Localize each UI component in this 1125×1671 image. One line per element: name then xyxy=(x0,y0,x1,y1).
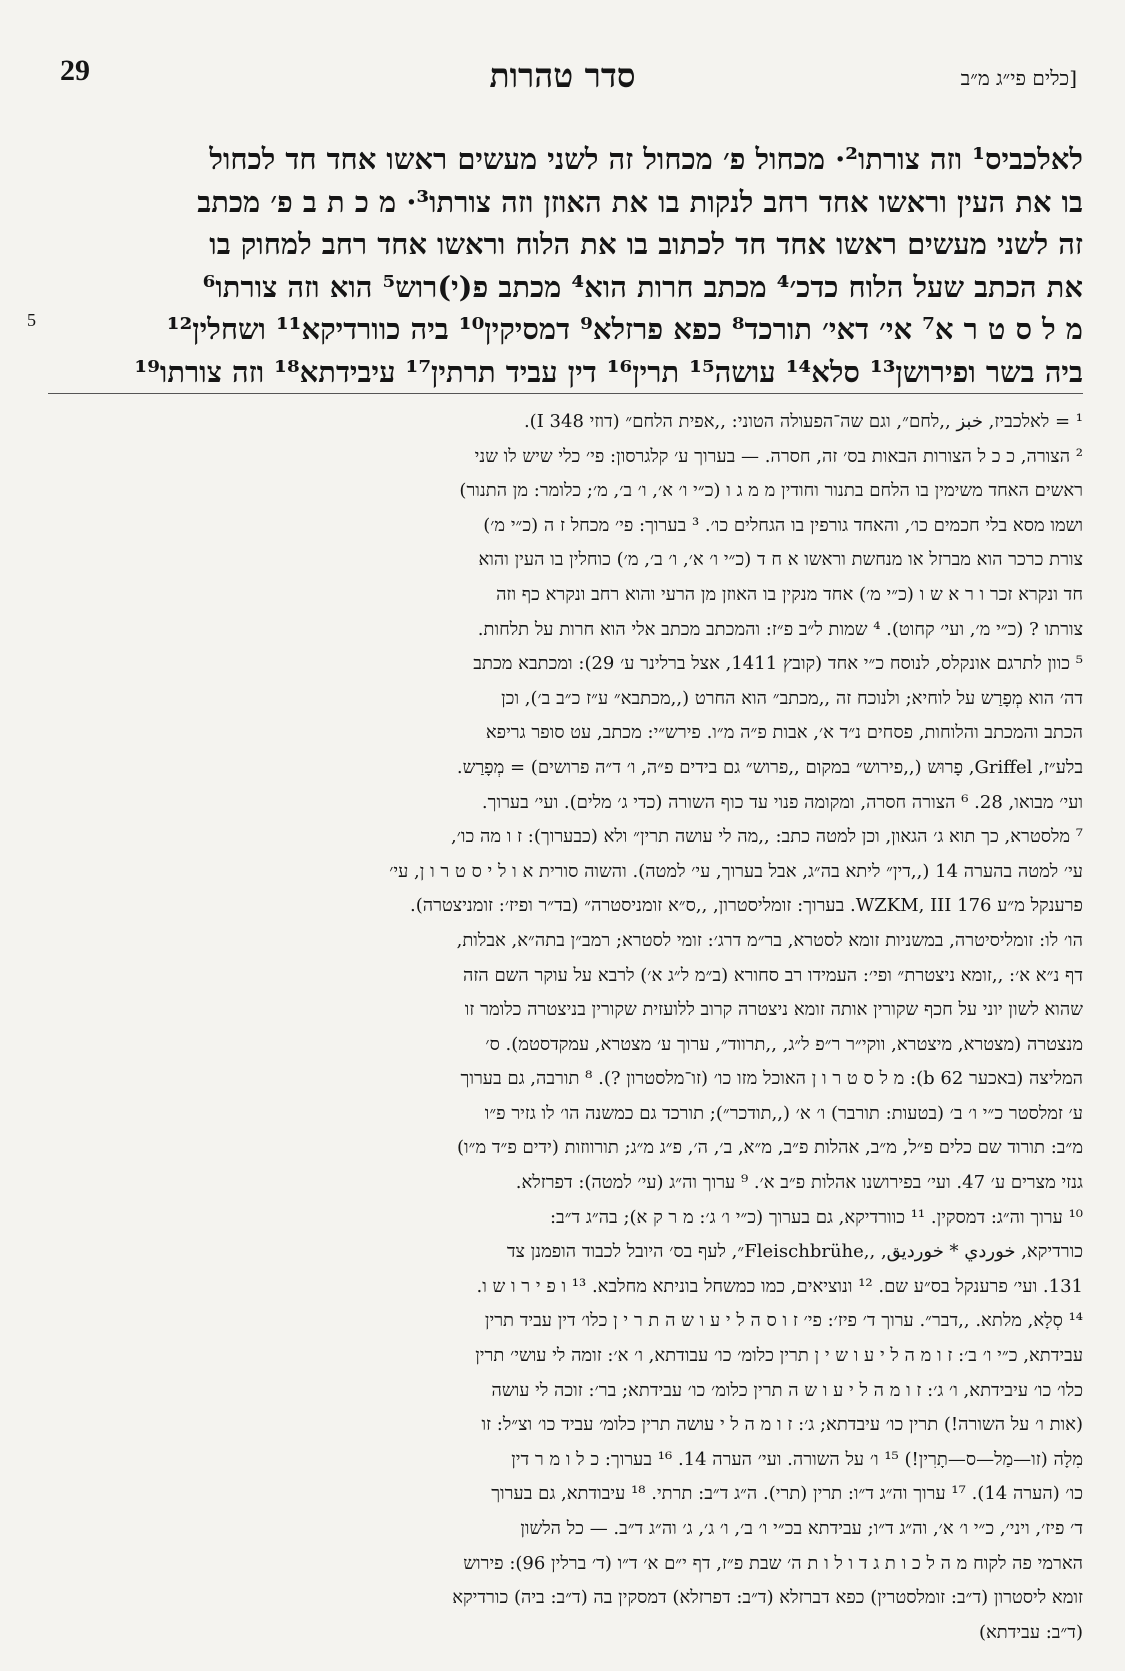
main-text-line: בו את העין וראשו אחד רחב לנקות בו את האוזן וזה צורתו³· מ כ ת ב פ׳ מכתב xyxy=(197,184,1083,219)
footnote-line: ושמו מסא בלי חכמים כו׳, והאחד גורפין בו הגחלים כו׳. ³ בערוך: פי׳ מכחל ז ה (כ״י מ׳) xyxy=(483,514,1083,536)
main-text-line: זה לשני מעשים ראשו אחד חד לכתוב בו את הלוח וראשו אחד רחב למחוק בו xyxy=(209,227,1083,261)
footnote-line: שהוא לשון יוני על חכף שקורין אותה זומא ניצטרה קרוב ללועזית שקורין בניצטרה כלומר זו xyxy=(464,999,1083,1021)
section-reference: [כלים פי״ג מ״ב xyxy=(960,66,1077,90)
footnote-line: כלו׳ כו׳ עיבידתא, ו׳ ג׳: ז ו מ ה ל י ע ו ש ה תרין כלומ׳ כו׳ עבידתא; בר׳: זוכה לי עושה xyxy=(491,1379,1083,1401)
footnote-line: ועי׳ מבואו, 28. ⁶ הצורה חסרה, ומקומה פנוי עד כוף השורה (כדי ג׳ מלים). ועי׳ בערוך. xyxy=(481,791,1083,813)
page-title: סדר טהרות xyxy=(489,56,636,95)
main-text-block xyxy=(48,138,1083,393)
footnote-line: דף נ״א א׳: ,,זומא ניצטרת״ ופי׳: העמידו רב סחורא (ב״מ ל״ג א׳) לרבא על עוקר השם הזה xyxy=(463,964,1083,986)
margin-line-number: 5 xyxy=(27,310,36,330)
footnote-line: ⁵ כוון לתרגם אונקלס, לנוסח כ״י אחד (קובץ 1411, אצל ברלינר ע׳ 29): ומכתבא מכתב xyxy=(473,653,1083,675)
footnote-separator xyxy=(48,393,1083,394)
footnote-line: דה׳ הוא מְפָרַש על לוחיא; ולנוכח זה ,,מכתב״ הוא החרט (,,מכתבא״ ע״ז כ״ב ב׳), וכן xyxy=(501,687,1083,709)
footnote-line: כו׳ (הערה 14). ¹⁷ ערוך וה״ג ד״ו: תרין (תרי). ה״ג ד״ב: תרתי. ¹⁸ עיבודתא, גם בערוך xyxy=(491,1483,1083,1505)
footnote-line: זומא ליסטרון (ד״ב: זומלסטרין) כפא דברזלא (ד״ב: דפרזלא) דמסקין בה (ד״ב: ביה) כורדיקא xyxy=(452,1587,1083,1609)
footnote-line: חד ונקרא זכר ו ר א ש ו (כ״י מ׳) אחד מנקין בו האוזן מן הרעי והוא רחב ונקרא כף וזה xyxy=(496,583,1083,605)
footnote-line: ¹⁴ סְלָא, מלתא. ,,דבר״. ערוך ד׳ פיז׳: פי׳ ז ו ס ה ל י ע ו ש ה ת ר י ן כלו׳ דין עביד תרין xyxy=(484,1310,1083,1332)
footnote-line: כורדיקא, خوردي * خوردیق, ,,Fleischbrühe״, לעף בס׳ היובל לכבוד הופמנן צד xyxy=(506,1241,1083,1263)
main-text-line: מ ל ס ט ר א⁷ אי׳ דאי׳ תורכד⁸ כפא פרזלא⁹ דמסיקין¹⁰ ביה כוורדיקא¹¹ ושחלין¹² xyxy=(166,312,1083,346)
footnote-line: ² הצורה, כ כ ל הצורות הבאות בס׳ זה, חסרה. — בערוך ע׳ קלגרסון: פי׳ כלי שיש לו שני xyxy=(474,445,1083,467)
footnote-line: הארמי פה לקוח מ ה ל כ ו ת ג ד ו ל ו ת ה׳ שבת פ״ז, דף י״ם א׳ ד״ו (ד׳ ברלין 96): פירוש xyxy=(463,1552,1083,1574)
footnote-line: עבידתא, כ״י ו׳ ב׳: ז ו מ ה ל י ע ו ש י ן תרין כלומ׳ כו׳ עבודתא, ו׳ א׳: זומה לי עושי׳ תרין xyxy=(475,1345,1083,1367)
main-text-line: ביה בשר ופירושן¹³ סלא¹⁴ עושה¹⁵ תרין¹⁶ דין עביד תרתין¹⁷ עיבידתא¹⁸ וזה צורתו¹⁹ xyxy=(134,354,1083,389)
footnote-line: ⁷ מלסטרא, כך תוא ג׳ הגאון, וכן למטה כתב: ,,מה לי עושה תרין״ ולא (כבערוך): ז ו מה כו׳, xyxy=(450,826,1083,848)
page-number: 29 xyxy=(60,54,90,87)
footnote-line: בלע״ז, Griffel, פָרוּש (,,פירוש״ במקום ,,פרוש״ גם בידים פ״ה, ו׳ ד״ה פרושים) = מְפָרַש. xyxy=(456,756,1083,778)
footnote-line: ¹ = לאלכביז, خبز ,,לחם״, וגם שה־הפעולה הטוני: ,,אפית הלחם״ (דוזי I 348). xyxy=(523,411,1083,432)
footnote-line: ע׳ זמלסטר כ״י ו׳ ב׳ (בטעות: תורבר) ו׳ א׳ (,,תודכר״); תורכד גם כמשנה הו׳ לו גזיר פ״ו xyxy=(484,1102,1083,1124)
footnote-line: מ״ב: תורוד שם כלים פ״ל, מ״ב, אהלות פ״ב, מ״א, ב׳, ה׳, פ״ג מ״ג; תורווזות (ידים פ״ד מ״ו) xyxy=(457,1137,1083,1159)
footnote-line: הו׳ לו: זומליסיטרה, במשניות זומא לסטרא, בר״מ דרג׳: זומי לסטרא; רמב״ן בתה״א, אבלות, xyxy=(456,929,1083,951)
footnote-line: מִלָה (זו—מַל—ס—תָרִין!) ¹⁵ ו׳ על השורה. ועי׳ הערה 14. ¹⁶ בערוך: כ ל ו מ ר דין xyxy=(511,1448,1083,1470)
footnote-line: פרענקל מ״ע WZKM, III 176. בערוך: זומליסטרון, ,,ס״א זומניסטרה״ (בד״ר ופיז׳: זומניצטרה). xyxy=(409,895,1083,917)
footnote-line: ד׳ פיז׳, ויני׳, כ״י ו׳ א׳, וה״ג ד״ו; עבידתא בכ״י ו׳ ב׳, ו׳ ג׳, ג׳ וה״ג ד״ב. — כל הלשון xyxy=(520,1518,1083,1539)
main-text-line: לאלכביס¹ וזה צורתו²· מכחול פ׳ מכחול זה לשני מעשים ראשו אחד חד לכחול xyxy=(209,142,1083,176)
footnote-line: המליצה (באכער 62 b): מ ל ס ט ר ו ן האוכל מזו כו׳ (זו־מלסטרון ?). ⁸ תורבה, גם בערוך xyxy=(460,1068,1083,1090)
footnotes-block xyxy=(48,405,1083,1650)
footnote-line: (אות ו׳ על השורה!) תרין כו׳ עיבדתא; ג׳: ז ו מ ה ל י עושה תרין כלומ׳ עביד כו׳ וצ״ל: זו xyxy=(481,1414,1083,1436)
footnote-line: ראשים האחד משימין בו הלחם בתנור וחודין מ מ ג ו (כ״י ו׳ א׳, ו׳ ב׳, מ׳; כלומר: מן התנור) xyxy=(459,480,1083,502)
footnote-line: הכתב והמכתב והלוחות, פסחים נ״ד א׳, אבות פ״ה מ״ו. פירש״י: מכתב, עט סופר גריפא xyxy=(485,722,1083,744)
footnote-line: ¹⁰ ערוך וה״ג: דמסקין. ¹¹ כוורדיקא, גם בערוך (כ״י ו׳ ג׳: מ ר ק א); בה״ג ד״ב: xyxy=(549,1206,1083,1228)
footnote-line: עי׳ למטה בהערה 14 (,,דין״ ליתא בה״ג, אבל בערוך, עי׳ למטה). והשוה סורית א ו ל י ס ט ר ו ן, עי׳ xyxy=(389,860,1083,882)
footnote-line: מנצטרה (מצטרא, מיצטרא, ווקי״ר ר״פ ל״ג, ,,תרווד״, ערוך ע׳ מצטרא, עמקדסטמ). ס׳ xyxy=(485,1033,1083,1055)
footnote-line: צורת כרכר הוא מברזל או מנחשת וראשו א ח ד (כ״י ו׳ א׳, ו׳ ב׳, מ׳) כוחלין בו העין והוא xyxy=(478,549,1083,571)
footnote-line: צורתו ? (כ״י מ׳, ועי׳ קחוט). ⁴ שמות ל״ב פ״ז: והמכתב מכתב אלי הוא חרות על תלחות. xyxy=(477,618,1083,640)
footnote-line: גנזי מצרים ע׳ 47. ועי׳ בפירושנו אהלות פ״ב א׳. ⁹ ערוך וה״ג (עי׳ למטה): דפרזלא. xyxy=(515,1172,1083,1194)
main-text-line: את הכתב שעל הלוח כדכ׳⁴ מכתב חרות הוא⁴ מכתב פ(י)רוש⁵ הוא וזה צורתו⁶ xyxy=(202,269,1083,304)
footnote-line: 131. ועי׳ פרענקל בס״ע שם. ¹² ונוציאים, כמו כמשחל בוניתא מחלבא. ¹³ ו פ י ר ו ש ו. xyxy=(476,1275,1083,1297)
footnote-line: (ד״ב: עבידתא) xyxy=(978,1621,1083,1643)
